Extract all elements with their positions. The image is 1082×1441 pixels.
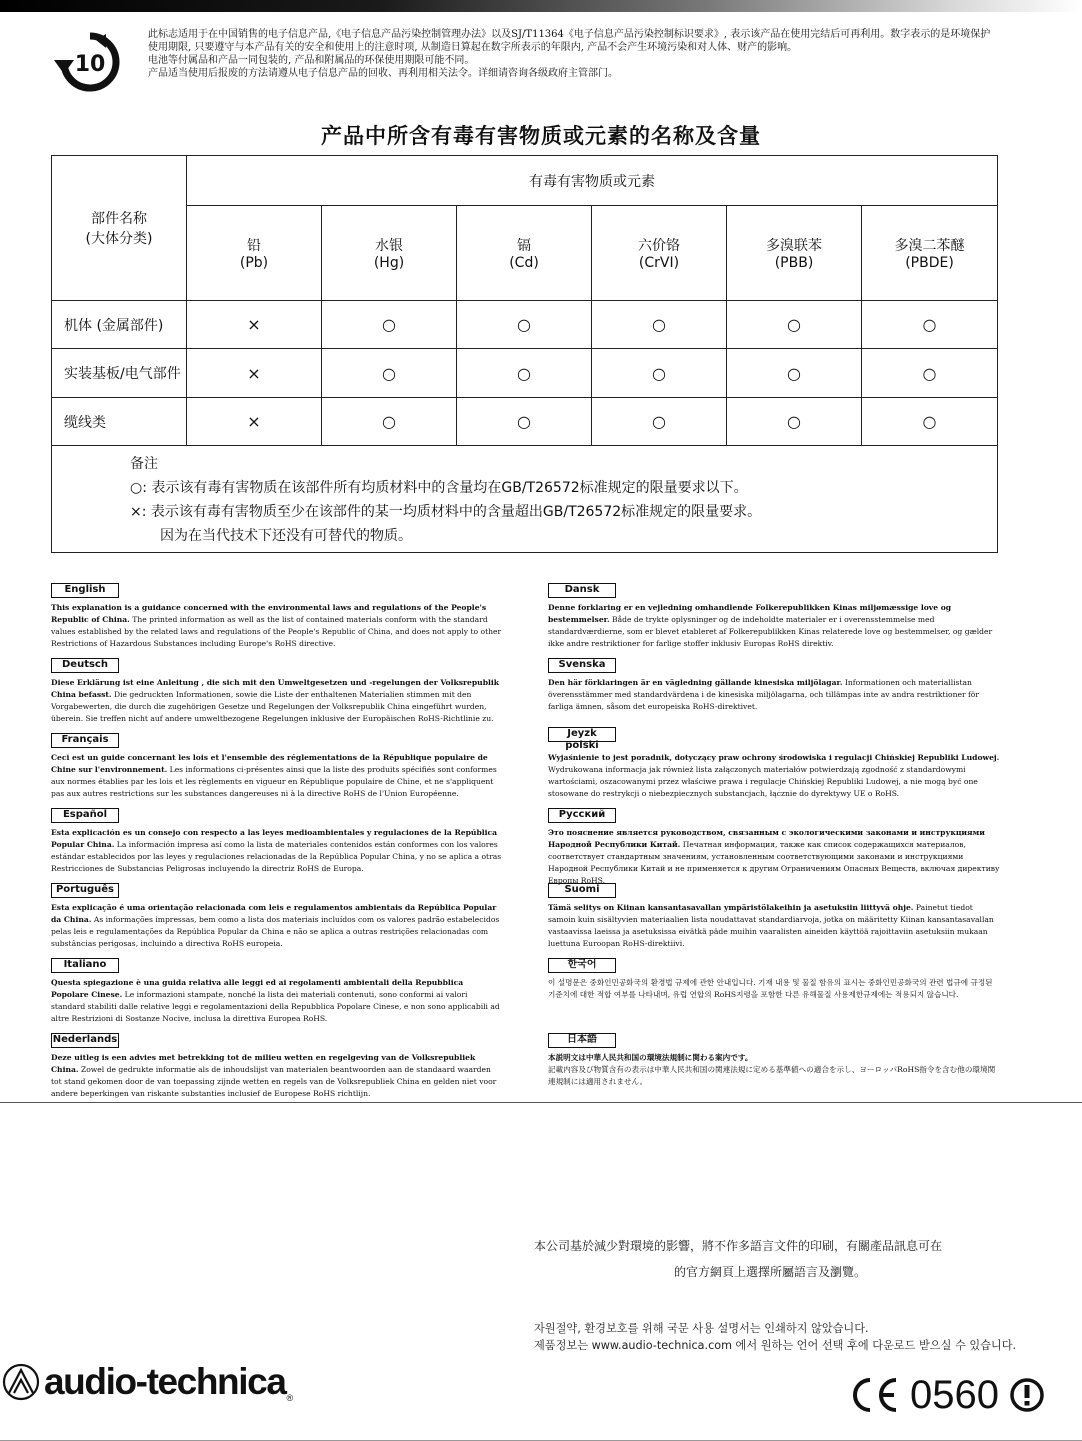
language-text: Questa spiegazione è una guida relativa alle leggi ed ai regolamenti ambientali della Repubblica Popolare Cinese. Le informazioni stampate, nonché la lista dei materiali contenuti, sono conformi ai valori standard stabiliti dalle relative leggi e regolamentazioni della Repubblica Popolare Cinese, e non sono applicabili ad altre Restrizioni di Sostanze Nocive, inclusa la direttiva Europea RoHS.: [51, 978, 500, 1023]
language-block-svenska: [548, 652, 1000, 727]
notes-heading: 备注: [130, 456, 158, 472]
language-block-polski: [548, 727, 1000, 802]
value-cell: ○: [457, 301, 592, 349]
substance-header-pbb: 多溴联苯 (PBB): [727, 206, 862, 301]
language-tag: Français: [51, 733, 119, 748]
value-cell: ○: [322, 349, 457, 398]
language-block-korean: [548, 952, 1000, 1027]
environment-protection-use-period-icon: [52, 30, 128, 94]
language-tag: Jeyzk polski: [548, 727, 616, 742]
ce-mark-icon: [848, 1376, 900, 1414]
language-text: Deze uitleg is een advies met betrekking tot de milieu wetten en regelgeving van de Volksrepubliek China. Zowel de gedrukte informatie als de inhoudslijst van materialen beantwoorden aan de standaard waarden tot stand gekomen door de van toepassing zijnde wetten en regels van de Volksrepubliek China en gelden niet voor andere beperkingen van riskante substanties inclusief de Europese RoHS richtlijn.: [51, 1053, 497, 1098]
notice-line: 本公司基於減少對環境的影響，將不作多語言文件的印刷，有關產品訊息可在: [534, 1239, 943, 1253]
language-tag: Dansk: [548, 583, 616, 598]
note-cross: ×: 表示该有毒有害物质至少在该部件的某一均质材料中的含量超出GB/T26572标准规定的限量要求。: [130, 504, 762, 520]
alert-mark-icon: [1009, 1377, 1045, 1413]
language-text: Tämä selitys on Kiinan kansantasavallan ympäristölakeihin ja asetuksiin liittyvä ohje. Painetut tiedot samoin kuin sisältyvien materiaalien lista noudattavat standardiarvoja, jotka on määritetty Kiinan kansantasavallan vastaavissa laeissa ja asetuksissa eivätkä päde muihin vaaralisten aineiden käyttöä rajoittaviin asetuksiin mukaan luettuna Euroopan RoHS-direktiivi.: [548, 903, 994, 948]
notice-line: 제품정보는 www.audio-technica.com 에서 원하는 언어 선택 후에 다운로드 받으실 수 있습니다.: [534, 1339, 1017, 1352]
language-block-deutsch: [51, 652, 503, 727]
part-header-line: (大体分类): [85, 231, 153, 247]
value-cell: ×: [187, 301, 322, 349]
language-block-english: [51, 577, 503, 652]
language-tag: Português: [51, 883, 119, 898]
language-text: 이 설명문은 중화인민공화국의 환경법 규제에 관한 안내입니다. 기재 내용 및 물질 함유의 표시는 중화인민공화국의 관련 법규에 규정된 기준치에 대한 적합 여부를 나타내며, 유럽 연합의 RoHS지령을 포함한 다른 유해물질 사용제한규제에는 적용되지 않습니다.: [548, 978, 993, 999]
language-tag: 日本語: [548, 1033, 616, 1048]
substances-group-header: 有毒有害物质或元素: [187, 156, 998, 206]
intro-line: 此标志适用于在中国销售的电子信息产品,《电子信息产品污染控制管理办法》以及SJ/T11364《电子信息产品污染控制标识要求》, 表示该产品在使用完结后可再利用。数字表示的是环境保护使用期限, 只要遵守与本产品有关的安全和使用上的注意时项, 从制造日算起在数字所表示的年限内, 产品不会产生环境污染和对人体、财产的影响。: [148, 29, 991, 53]
value-cell: ×: [187, 349, 322, 398]
language-column-right: [548, 577, 1000, 1102]
traditional-chinese-notice: [534, 1233, 1014, 1285]
part-header-line: 部件名称: [91, 211, 147, 227]
top-gradient-bar: [0, 0, 1082, 12]
language-text: This explanation is a guidance concerned with the environmental laws and regulations of the People's Republic of China. The printed information as well as the list of contained materials conform with the standard values established by the related laws and regulations of the People's Republic of China, and does not apply to other Restrictions of Hazardous Substances including Europe's RoHS directive.: [51, 603, 502, 648]
substance-header-crvi: 六价铬 (CrVI): [592, 206, 727, 301]
language-block-japanese: [548, 1027, 1000, 1102]
value-cell: ○: [727, 349, 862, 398]
value-cell: ○: [322, 301, 457, 349]
hazardous-substances-table: [51, 155, 998, 553]
audio-technica-emblem-icon: [2, 1363, 40, 1401]
value-cell: ○: [862, 398, 998, 446]
part-name-header: [52, 156, 187, 301]
part-label: 实装基板/电气部件: [52, 349, 187, 398]
value-cell: ○: [862, 301, 998, 349]
table-row: [52, 398, 998, 446]
language-block-portugues: [51, 877, 503, 952]
table-row: [52, 301, 998, 349]
language-block-francais: [51, 727, 503, 802]
language-text: Это пояснение является руководством, связанным с экологическими законами и инструкциями Народной Республики Китай. Печатная информация, также как список содержащихся материалов, соответствует стандартным значениям, установленным соответствующими законами и инструкциями Народной Республики Китай и не применяется к другим Ограничениям Опасных Веществ, включая директиву Европы RoHS.: [548, 828, 1000, 885]
language-block-russian: [548, 802, 1000, 885]
table-title: 产品中所含有毒有害物质或元素的名称及含量: [321, 124, 761, 148]
notice-line: 的官方網頁上選擇所屬語言及瀏覽。: [674, 1265, 867, 1279]
value-cell: ×: [187, 398, 322, 446]
value-cell: ○: [862, 349, 998, 398]
language-text: Esta explicación es un consejo con respecto a las leyes medioambientales y regulaciones de la República Popular China. La información impresa así como la lista de materiales contenidos están conformes con los valores estándar establecidos por las leyes y regulaciones relacionadas de la República Popular China, y no se aplica a otras Restricciones de Substancias Peligrosas incluyendo la directriz RoHS de Europa.: [51, 828, 502, 873]
language-tag: English: [51, 583, 119, 598]
language-block-suomi: [548, 877, 1000, 952]
value-cell: ○: [727, 398, 862, 446]
value-cell: ○: [592, 398, 727, 446]
logo-number: 10: [74, 52, 106, 77]
language-text: 本説明文は中華人民共和国の環境法規制に関わる案内です。 記載内容及び物質含有の表示は中華人民共和国の関連法規に定める基準値への適合を示し、ヨーロッパRoHS指令を含む他の環境関連規制には適用されません。: [548, 1053, 996, 1086]
notice-line: 자원절약, 환경보호를 위해 국문 사용 설명서는 인쇄하지 않았습니다.: [534, 1322, 869, 1335]
brand-logo: [2, 1360, 292, 1404]
brand-name: audio-technica®: [44, 1361, 292, 1403]
language-block-espanol: [51, 802, 503, 877]
language-tag: Italiano: [51, 958, 119, 973]
part-label: 机体 (金属部件): [52, 301, 187, 349]
table-row: [52, 349, 998, 398]
language-tag: Nederlands: [51, 1033, 119, 1048]
value-cell: ○: [727, 301, 862, 349]
notes-cell: [52, 446, 998, 553]
language-tag: Español: [51, 808, 119, 823]
language-tag: Русский: [548, 808, 616, 823]
language-text: Den här förklaringen är en vägledning gällande kinesiska miljölagar. Informationen och materiallistan överensstämmer med standardvärdena i de kinesiska miljölagarna, och tillämpas inte av andra restriktioner för farliga ämnen, såsom det europeiska RoHS-direktivet.: [548, 678, 980, 711]
language-text: Esta explicação é uma orientação relacionada com leis e regulamentos ambientais da República Popular da China. As informações impressas, bem como a lista dos materiais incluídos com os valores padrão estabelecidos pelas leis e regulamentações da República Popular da China e não se aplica a outras restrições relacionadas com substâncias perigosas, incluindo a directiva RoHS europeia.: [51, 903, 500, 948]
substance-header-hg: 水银 (Hg): [322, 206, 457, 301]
language-block-dansk: [548, 577, 1000, 652]
notified-body-number: 0560: [910, 1372, 999, 1417]
substance-header-pbde: 多溴二苯醚 (PBDE): [862, 206, 998, 301]
note-circle: ○: 表示该有毒有害物质在该部件所有均质材料中的含量均在GB/T26572标准规定的限量要求以下。: [130, 480, 748, 496]
korean-notice: [534, 1320, 1074, 1354]
language-tag: Svenska: [548, 658, 616, 673]
language-tag: Suomi: [548, 883, 616, 898]
language-tag: Deutsch: [51, 658, 119, 673]
registered-mark: ®: [286, 1393, 292, 1403]
language-column-left: [51, 577, 503, 1102]
intro-text: [148, 28, 998, 80]
value-cell: ○: [592, 349, 727, 398]
value-cell: ○: [457, 398, 592, 446]
value-cell: ○: [592, 301, 727, 349]
value-cell: ○: [457, 349, 592, 398]
language-text: Wyjaśnienie to jest poradnik, dotyczący praw ochrony środowiska i regulacji Chińskiej Republiki Ludowej. Wydrukowana informacja jak również lista załączonych materiałów potwierdzają zgodność z standardowymi wartościami, oszacowanymi przez właściwe prawa i regulacje Chińskiej Republiki Ludowej, a nie mogą być one stosowane do restrykcji o niebezpiecznych substancjach, łącznie do dyrektywy UE o RoHS.: [548, 753, 1000, 798]
language-text: Diese Erklärung ist eine Anleitung , die sich mit den Umweltgesetzen und -regelungen der Volksrepublik China befasst. Die gedruckten Informationen, sowie die Liste der enthaltenen Materialien stimmen mit den Vorgabewerten, die durch die zugehörigen Gesetze und Regelungen der Volksrepublik China eingeführt wurden, überein. Sie treffen nicht auf andere umweltbezogene Regelungen inklusive der Europäischen RoHS-Richtlinie zu.: [51, 678, 500, 723]
intro-line: 产品适当使用后报废的方法请遵从电子信息产品的回收、再利用相关法令。详细请咨询各级政府主管部门。: [148, 68, 618, 79]
language-block-italiano: [51, 952, 503, 1027]
value-cell: ○: [322, 398, 457, 446]
language-block-nederlands: [51, 1027, 503, 1102]
intro-line: 电池等付属品和产品一同包装的, 产品和附属品的环保使用期限可能不同。: [148, 55, 475, 66]
substance-header-cd: 镉 (Cd): [457, 206, 592, 301]
language-tag: 한국어: [548, 958, 616, 973]
ce-marking: [848, 1372, 1045, 1418]
section-divider: [0, 1102, 1082, 1103]
substance-header-pb: 铅 (Pb): [187, 206, 322, 301]
note-cross-continued: 因为在当代技术下还没有可替代的物质。: [160, 528, 412, 544]
part-label: 缆线类: [52, 398, 187, 446]
language-text: Ceci est un guide concernant les lois et l'ensemble des réglementations de la République populaire de Chine sur l'environnement. Les informations ci-présentes ainsi que la liste des produits spécifiés sont conformes aux normes établies par les lois et les règlements en vigueur en République populaire de Chine, et ne s'appliquent pas aux autres restrictions sur les substances dangereuses ni à la directive RoHS de l'Union Européenne.: [51, 753, 497, 798]
language-text: Denne forklaring er en vejledning omhandlende Folkerepublikken Kinas miljømæssige love og bestemmelser. Både de trykte oplysninger og de indeholdte materialer er i overensstemmelse med standardværdierne, som er blevet etableret af Folkerepublikken Kinas relaterede love og bestemmelser, og gælder ikke andre restriktioner for farlige stoffer inklusiv Europas RoHS direktiv.: [548, 603, 993, 648]
